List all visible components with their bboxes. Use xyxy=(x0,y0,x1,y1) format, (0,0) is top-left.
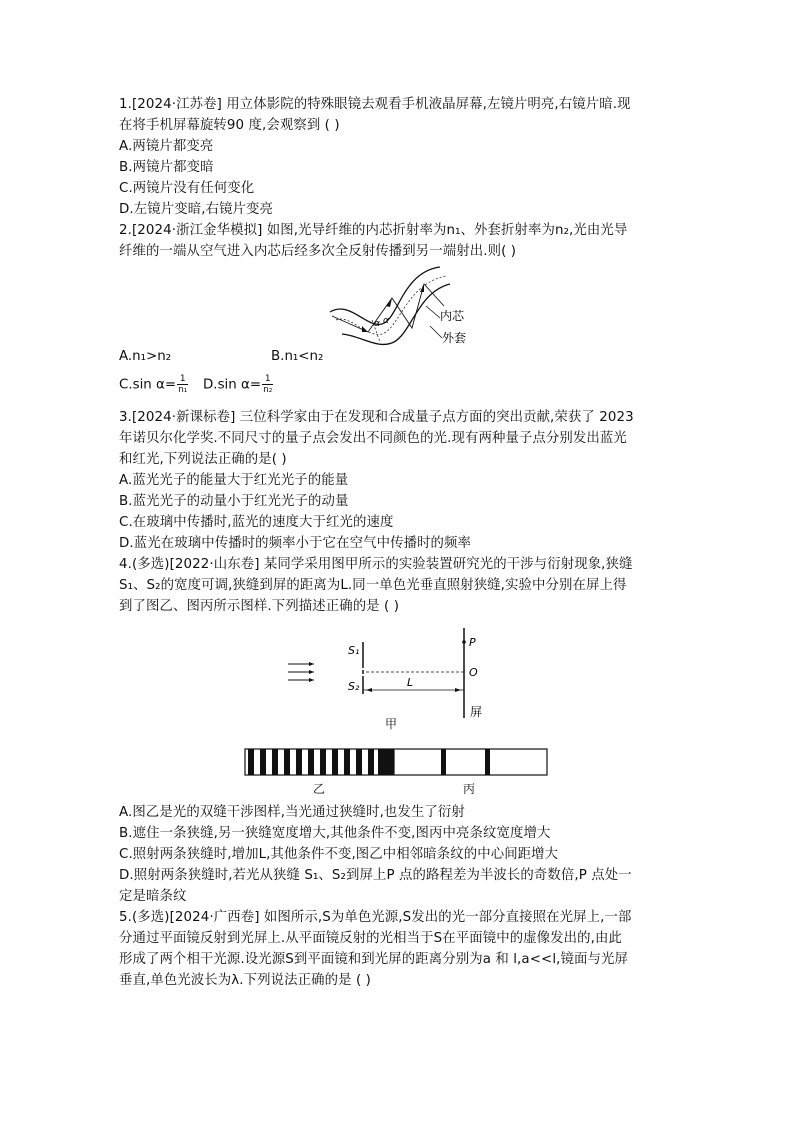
q4-stem-line2: S₁、S₂的宽度可调,狭缝到屏的距离为L.同一单色光垂直照射狭缝,实验中分别在屏上得 xyxy=(119,578,627,593)
fig-distance-l-label: L xyxy=(407,676,414,689)
fig-screen-label: 屏 xyxy=(470,705,483,719)
q1-option-d: D.左镜片变暗,右镜片变亮 xyxy=(119,202,274,217)
fig-bing-caption: 丙 xyxy=(463,782,476,796)
q1-option-a: A.两镜片都变亮 xyxy=(119,139,214,154)
fig-point-p-label: P xyxy=(469,636,476,649)
fig-point-o-label: O xyxy=(469,666,478,679)
q3-option-c: C.在玻璃中传播时,蓝光的速度大于红光的速度 xyxy=(119,515,394,530)
fraction-numerator: 1 xyxy=(177,374,188,385)
q2-option-c xyxy=(119,374,189,396)
q1-option-c: C.两镜片没有任何变化 xyxy=(119,181,255,196)
q2-stem-line2: 纤维的一端从空气进入内芯后经多次全反射传播到另一端射出.则( ) xyxy=(119,244,517,259)
fig-jia-caption: 甲 xyxy=(385,717,398,731)
fig-s2-label: S₂ xyxy=(348,680,360,693)
q2-option-a: A.n₁>n₂ xyxy=(119,349,172,364)
fringe-patterns-figure xyxy=(244,748,550,780)
fraction-denominator: n₂ xyxy=(263,385,273,395)
q3-stem-line2: 年诺贝尔化学奖.不同尺寸的量子点会发出不同颜色的光.现有两种量子点分别发出蓝光 xyxy=(119,431,627,446)
fig-inner-core-label: 内芯 xyxy=(440,309,465,323)
q4-option-d-line1: D.照射两条狭缝时,若光从狭缝 S₁、S₂到屏上P 点的路程差为半波长的奇数倍,P 点处一 xyxy=(119,868,632,883)
q3-stem-line1: 3.[2024·新课标卷] 三位科学家由于在发现和合成量子点方面的突出贡献,荣获了 2023 xyxy=(119,410,634,425)
fraction-numerator: 1 xyxy=(262,374,273,385)
q4-option-a: A.图乙是光的双缝干涉图样,当光通过狭缝时,也发生了衍射 xyxy=(119,805,465,820)
q5-stem-line1: 5.(多选)[2024·广西卷] 如图所示,S为单色光源,S发出的光一部分直接照在光屏上,一部 xyxy=(119,910,632,925)
q1-stem-line1: 1.[2024·江苏卷] 用立体影院的特殊眼镜去观看手机液晶屏幕,左镜片明亮,右镜片暗.现 xyxy=(119,97,631,112)
q3-option-a: A.蓝光光子的能量大于红光光子的能量 xyxy=(119,473,349,488)
optical-fiber-figure xyxy=(322,262,472,352)
fraction-denominator: n₁ xyxy=(178,385,188,395)
q1-option-b: B.两镜片都变暗 xyxy=(119,160,214,175)
q5-stem-line3: 形成了两个相干光源.设光源S到平面镜和到光屏的距离分别为a 和 l,a<<l,镜面与光屏 xyxy=(119,952,628,967)
fig-yi-caption: 乙 xyxy=(313,782,326,796)
q2-option-c-prefix: C.sin α= xyxy=(119,377,177,393)
q3-option-d: D.蓝光在玻璃中传播时的频率小于它在空气中传播时的频率 xyxy=(119,536,472,551)
q1-stem-line2: 在将手机屏幕旋转90 度,会观察到 ( ) xyxy=(119,118,340,133)
fig-s1-label: S₁ xyxy=(348,644,360,657)
fig-alpha-label: α xyxy=(374,319,380,329)
q3-option-b: B.蓝光光子的动量小于红光光子的动量 xyxy=(119,494,349,509)
fig-alpha-label-2: α xyxy=(383,316,389,326)
q3-stem-line3: 和红光,下列说法正确的是( ) xyxy=(119,452,287,467)
q4-stem-line1: 4.(多选)[2022·山东卷] 某同学采用图甲所示的实验装置研究光的干涉与衍射现象,狭缝 xyxy=(119,557,633,572)
q2-option-c-fraction xyxy=(177,374,188,395)
q2-option-d xyxy=(203,374,274,396)
q4-option-d-line2: 定是暗条纹 xyxy=(119,889,187,904)
q2-stem-line1: 2.[2024·浙江金华模拟] 如图,光导纤维的内芯折射率为n₁、外套折射率为n₂,光由光导 xyxy=(119,223,628,238)
q5-stem-line2: 分通过平面镜反射到光屏上.从平面镜反射的光相当于S在平面镜中的虚像发出的,由此 xyxy=(119,931,622,946)
q2-option-d-fraction xyxy=(262,374,273,395)
q4-option-b: B.遮住一条狭缝,另一狭缝宽度增大,其他条件不变,图丙中亮条纹宽度增大 xyxy=(119,826,551,841)
q2-option-d-prefix: D.sin α= xyxy=(203,377,262,393)
q2-option-b: B.n₁<n₂ xyxy=(271,349,324,364)
q4-option-c: C.照射两条狭缝时,增加L,其他条件不变,图乙中相邻暗条纹的中心间距增大 xyxy=(119,847,559,862)
q5-stem-line4: 垂直,单色光波长为λ.下列说法正确的是 ( ) xyxy=(119,973,371,988)
q4-stem-line3: 到了图乙、图丙所示图样.下列描述正确的是 ( ) xyxy=(119,599,400,614)
fig-outer-cladding-label: 外套 xyxy=(442,331,467,345)
